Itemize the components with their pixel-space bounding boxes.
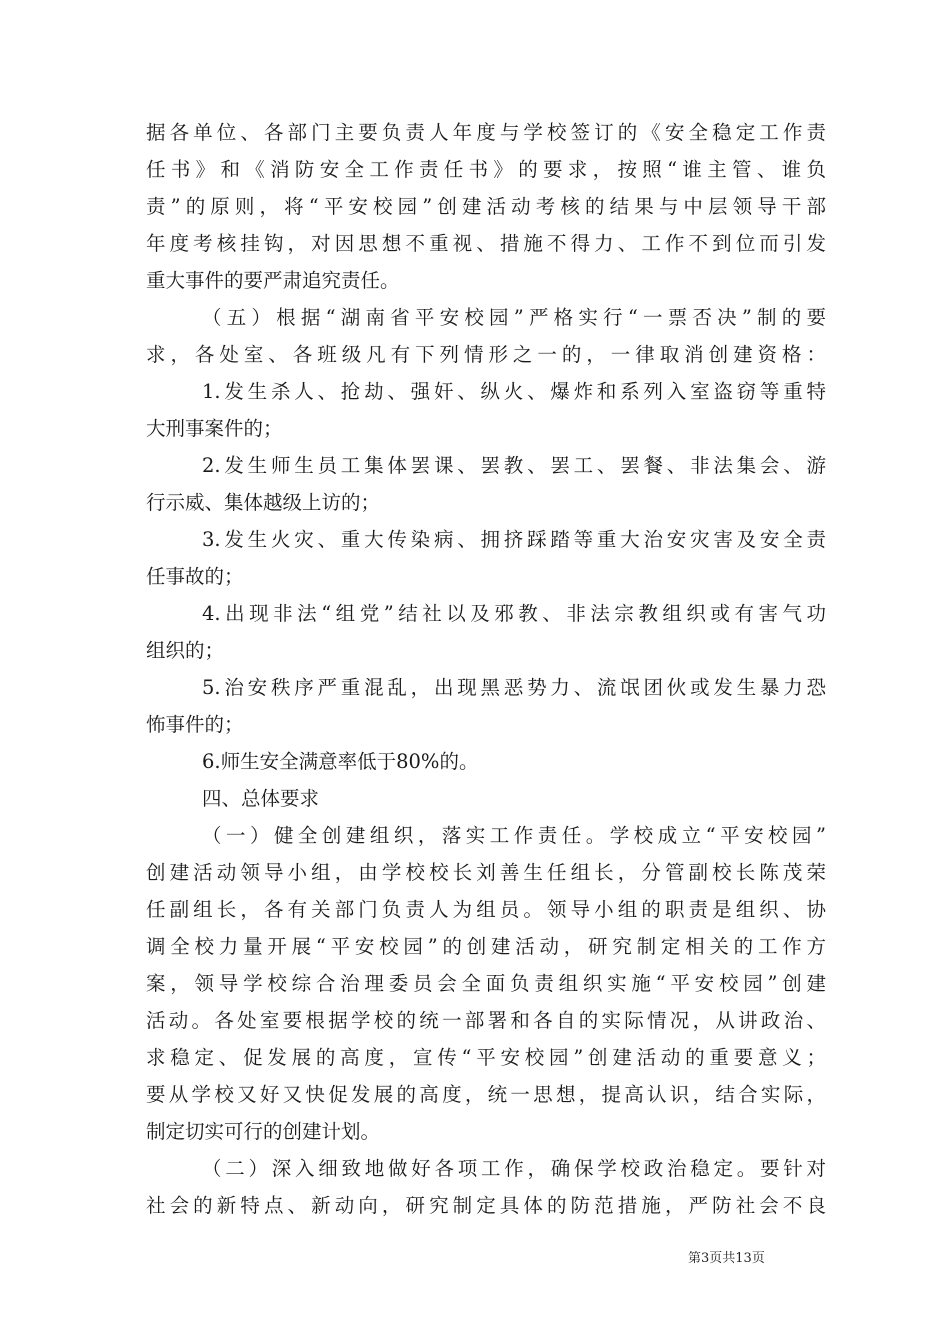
- text-line: 大刑事案件的；: [146, 417, 283, 440]
- text-line: 调全校力量开展“平安校园”的创建活动，研究制定相关的工作方: [146, 935, 826, 958]
- text-line: 年度考核挂钩，对因思想不重视、措施不得力、工作不到位而引发: [146, 232, 826, 255]
- text-line: 组织的；: [146, 639, 225, 662]
- text-line: 求，各处室、各班级凡有下列情形之一的，一律取消创建资格：: [146, 343, 826, 366]
- text-line: 6.师生安全满意率低于80%的。: [202, 750, 479, 773]
- text-line: （一）健全创建组织，落实工作责任。学校成立“平安校园”: [202, 824, 826, 847]
- text-line: （二）深入细致地做好各项工作，确保学校政治稳定。要针对: [202, 1157, 826, 1180]
- text-line: 重大事件的要严肃追究责任。: [146, 269, 400, 292]
- text-line: 社会的新特点、新动向，研究制定具体的防范措施，严防社会不良: [146, 1194, 826, 1217]
- text-line: 案，领导学校综合治理委员会全面负责组织实施“平安校园”创建: [146, 972, 826, 995]
- text-line: 5.治安秩序严重混乱，出现黑恶势力、流氓团伙或发生暴力恐: [202, 676, 826, 699]
- text-line: 怖事件的；: [146, 713, 244, 736]
- text-line: （五）根据“湖南省平安校园”严格实行“一票否决”制的要: [202, 306, 826, 329]
- text-line: 创建活动领导小组，由学校校长刘善生任组长，分管副校长陈茂荣: [146, 861, 826, 884]
- text-line: 制定切实可行的创建计划。: [146, 1120, 381, 1143]
- text-line: 1.发生杀人、抢劫、强奸、纵火、爆炸和系列入室盗窃等重特: [202, 380, 826, 403]
- text-line: 据各单位、各部门主要负责人年度与学校签订的《安全稳定工作责: [146, 121, 826, 144]
- text-line: 要从学校又好又快促发展的高度，统一思想，提高认识，结合实际，: [146, 1083, 826, 1106]
- text-line: 3.发生火灾、重大传染病、拥挤踩踏等重大治安灾害及安全责: [202, 528, 826, 551]
- text-line: 活动。各处室要根据学校的统一部署和各自的实际情况，从讲政治、: [146, 1009, 826, 1032]
- page-number-footer: 第3页共13页: [688, 1251, 765, 1266]
- text-line: 任事故的；: [146, 565, 244, 588]
- text-line: 任书》和《消防安全工作责任书》的要求，按照“谁主管、谁负: [146, 158, 826, 181]
- text-line: 责”的原则，将“平安校园”创建活动考核的结果与中层领导干部: [146, 195, 826, 218]
- document-body: [146, 114, 826, 1224]
- text-line: 四、总体要求: [202, 787, 320, 810]
- text-line: 4.出现非法“组党”结社以及邪教、非法宗教组织或有害气功: [202, 602, 826, 625]
- text-line: 行示威、集体越级上访的；: [146, 491, 381, 514]
- text-line: 任副组长，各有关部门负责人为组员。领导小组的职责是组织、协: [146, 898, 826, 921]
- text-line: 求稳定、促发展的高度，宣传“平安校园”创建活动的重要意义；: [146, 1046, 826, 1069]
- text-line: 2.发生师生员工集体罢课、罢教、罢工、罢餐、非法集会、游: [202, 454, 826, 477]
